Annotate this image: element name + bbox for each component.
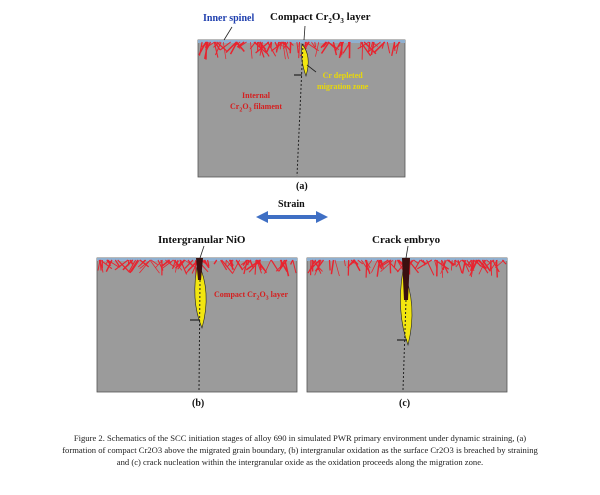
label-compact-layer-a: Compact $Cr_2O_3$ layer [270, 11, 371, 26]
oxide-filament [290, 42, 291, 53]
oxide-filament [305, 42, 306, 49]
label-inner-spinel: Inner spinel [203, 13, 255, 24]
oxide-filament [330, 260, 331, 270]
label-internal-filament: Internal $Cr_2O_3$ filament [230, 91, 282, 114]
oxide-filament [497, 260, 498, 278]
label-crack-embryo: Crack embryo [372, 234, 441, 246]
strain-arrow [256, 211, 328, 223]
label-compact-layer-b: Compact $Cr_2O_3$ layer [214, 290, 288, 302]
panel-a-label: (a) [296, 181, 308, 192]
label-depleted-zone: Cr depleted migration zone [317, 71, 369, 91]
figure-caption: Figure 2. Schematics of the SCC initiation stages of alloy 690 in simulated PWR primary environment under dynamic straining, (a) formation of compact Cr2O3 above the migrated grain boundary, (b) intergranular oxidation as the surface Cr2O3 is breached by straining and (c) crack nucleation within the intergranular oxide as the oxidation proceeds along the migration zone. [62, 433, 538, 467]
label-intergranular-nio: Intergranular NiO [158, 234, 246, 246]
panel-b-diagram [97, 258, 297, 392]
panel-c-label: (c) [399, 398, 411, 409]
label-strain: Strain [278, 199, 305, 210]
panel-b-label: (b) [192, 398, 205, 409]
panel-c-diagram [307, 258, 507, 392]
oxide-filament [315, 42, 316, 47]
